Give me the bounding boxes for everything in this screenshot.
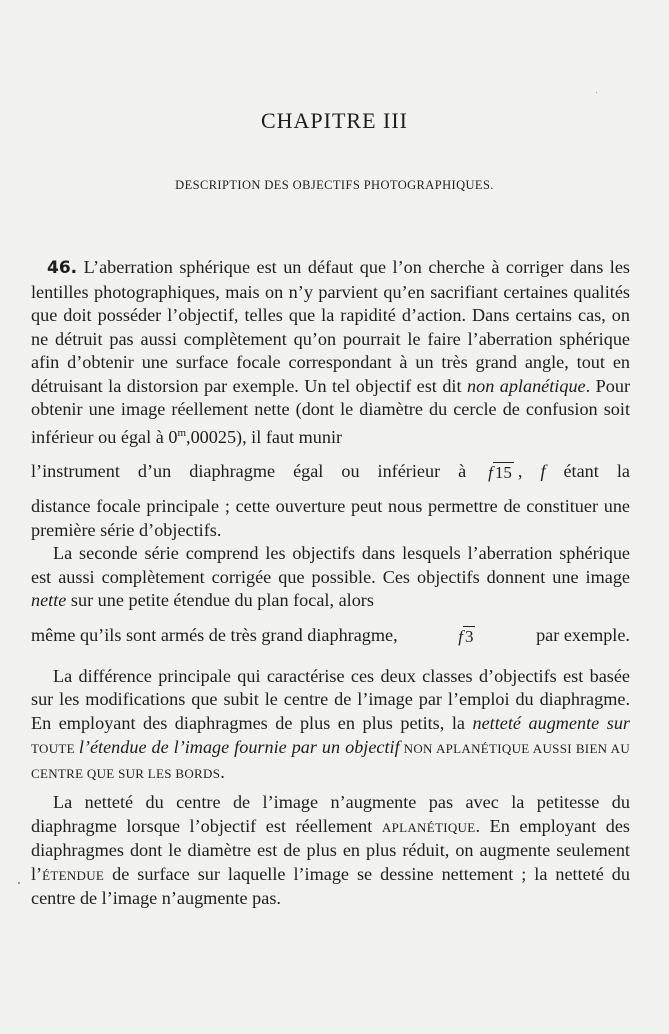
word: la [616,461,630,482]
paragraph-text: . En employant des diaphragmes dont le diamètre est de plus en plus réduit, on augmente seulement l’ [31,815,630,884]
paragraph-46 [31,256,630,449]
fraction-f-over-15 [488,462,514,482]
emphasis-text: l’étendue de l’image fournie par un objectif [78,737,400,758]
small-caps-text: TOUTE [31,741,79,757]
emphasis-text: nette [31,590,67,611]
fraction-denominator: 3 [464,626,474,646]
word: à [458,461,467,482]
paragraph-text: La différence principale qui caractérise ces deux classes d’objectifs est basée sur les modifications que subit le centre de l’image par l’emploi du diaphragme. En employant des diaphragmes de plus en plus petits, la [31,665,630,733]
paragraph-text: . [220,761,225,782]
small-caps-text: ÉTENDUE [42,867,105,883]
paragraph-text: de surface sur laquelle l’image se dessine nettement ; la netteté du centre de l’image n’augmente pas. [31,863,630,909]
fraction-f-over-3 [458,626,475,646]
phrase: même qu’ils sont armés de très grand diaphragme, [31,624,398,645]
paragraph-text: sur une petite étendue du plan focal, alors [66,590,374,611]
variable: f [540,461,546,482]
paragraph-number: 46. [47,258,78,278]
superscript: m [177,426,187,439]
page-body [31,256,630,911]
formula-line [31,613,630,659]
paragraph-text: La seconde série comprend les objectifs dans lesquels l’aberration sphérique est aussi complètement corrigée que possible. Ces objectifs donnent une image [31,543,630,587]
paragraph-continuation: distance focale principale ; cette ouverture peut nous permettre de constituer une première série d’objectifs. [31,496,630,540]
paper-speck [18,882,20,884]
phrase: par exemple. [536,624,630,645]
paragraph-second-series [31,542,630,613]
word: diaphragme [189,461,276,482]
paper-speck [596,92,597,93]
formula-line [31,449,630,495]
emphasis-text: non aplanétique [467,375,586,396]
paragraph-text: L’aberration sphérique est un défaut que l’on cherche à corriger dans les lentilles photographiques, mais on n’y parvient qu’en sacrifiant certaines qualités que doit posséder l’objectif, telles que la rapidité d’action. Dans certains cas, on ne détruit pas aussi complètement qu’on pourrait le faire l’aberration sphérique afin d’obtenir une surface focale correspondant à un très grand angle, tout en détruisant la distorsion par exemple. Un tel objectif est dit [31,257,630,396]
paragraph-difference [31,665,630,786]
paragraph-text: ,00025), il faut munir [186,426,343,447]
word: inférieur [377,461,441,482]
comma: , [517,461,523,482]
word: égal [293,461,324,482]
word: étant [563,461,599,482]
paragraph-text: . Pour obtenir une image réellement nette (dont le diamètre du cercle de confusion soit inférieur ou égal à 0 [31,375,630,447]
chapter-heading: CHAPITRE III [260,108,409,133]
paragraph-aplanetic [31,791,630,911]
fraction-denominator: 15 [494,463,512,483]
word: d’un [137,461,172,482]
fraction-numerator: f [488,463,493,483]
small-caps-text: NON APLANÉTIQUE AUSSI BIEN AU CENTRE QUE SUR LES BORDS [31,741,631,781]
emphasis-text: netteté augmente sur [472,712,630,733]
paragraph-text: La netteté du centre de l’image n’augmente pas avec la petitesse du diaphragme lorsque l’objectif est réellement [31,792,630,836]
word: l’instrument [31,461,120,482]
small-caps-text: APLANÉTIQUE [381,819,476,835]
section-title: DESCRIPTION DES OBJECTIFS PHOTOGRAPHIQUES. [175,178,494,192]
fraction-numerator: f [458,626,463,646]
word: ou [341,461,360,482]
